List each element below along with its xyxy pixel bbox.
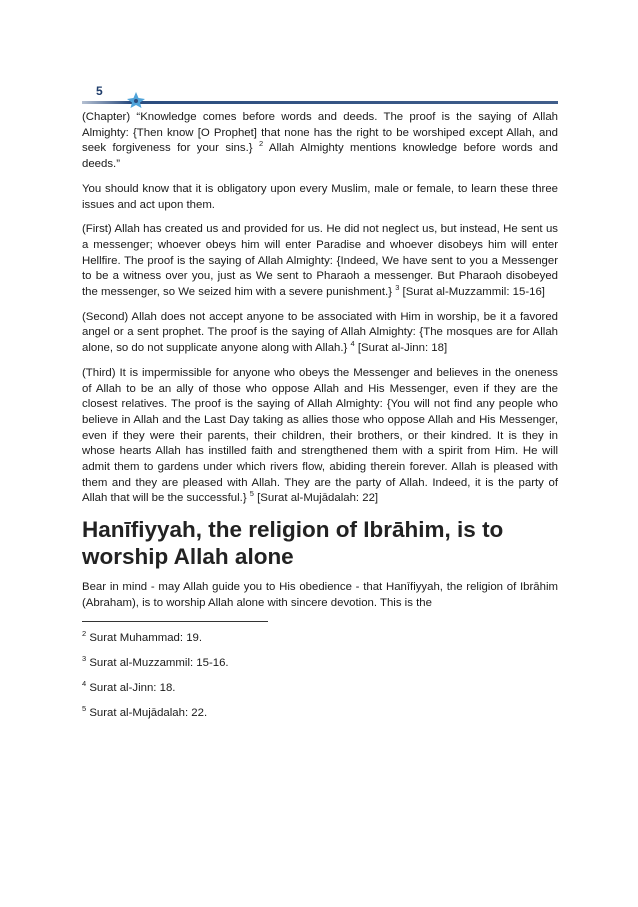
- page-body: [82, 110, 558, 732]
- paragraph-text: (Second) Allah does not accept anyone to be associated with Him in worship, be it a favored angel or a sent prophet. The proof is the saying of Allah Almighty: {The mosques are for Allah alone, so do not supplicate anyone along with Allah.}: [82, 310, 558, 355]
- footnote-text: Surat al-Mujādalah: 22.: [86, 706, 208, 719]
- footnote-3: [82, 653, 558, 670]
- footnote-separator: [82, 621, 268, 622]
- footnote-2: [82, 628, 558, 645]
- footnote-ref[interactable]: 5: [249, 489, 254, 499]
- footnote-text: Surat Muhammad: 19.: [86, 631, 203, 644]
- paragraph-text: (Third) It is impermissible for anyone who obeys the Messenger and believes in the oneness of Allah to be an ally of those who oppose Allah and His Messenger, even if they are the closest relatives. The proof is the saying of Allah Almighty: {You will not find any people who believe in Allah and the Last Day taking as allies those who oppose Allah and His Messenger, even if they were their parents, their children, their brothers, or their kindred. It is they in whose hearts Allah has instilled faith and strengthened them with a spirit from Him. He will admit them to gardens under which rivers flow, abiding therein forever. Allah is pleased with them and they are pleased with Allah. They are the party of Allah. Indeed, it is the party of Allah that will be the successful.}: [82, 366, 558, 505]
- paragraph-text: You should know that it is obligatory upon every Muslim, male or female, to learn these three issues and act upon them.: [82, 182, 558, 211]
- paragraph-text: Allah Almighty mentions knowledge before words and deeds.”: [82, 142, 558, 171]
- page-number: 5: [96, 84, 103, 98]
- paragraph-text: [Surat al-Mujādalah: 22]: [253, 492, 379, 505]
- page-header: [82, 84, 558, 108]
- star-ornament-icon: [127, 92, 145, 108]
- footnote-text: Surat al-Muzzammil: 15-16.: [86, 656, 229, 669]
- footnote-text: Surat al-Jinn: 18.: [86, 681, 176, 694]
- footnote-ref[interactable]: 3: [395, 283, 400, 293]
- footnote-5: [82, 703, 558, 720]
- footnote-ref[interactable]: 4: [350, 339, 355, 349]
- paragraph-hanifiyyah: [82, 580, 558, 611]
- paragraph-text: Bear in mind - may Allah guide you to His obedience - that Hanīfiyyah, the religion of Ibrāhim (Abraham), is to worship Allah alone with sincere devotion. This is the: [82, 581, 558, 609]
- paragraph-second: [82, 310, 558, 357]
- paragraph-first: [82, 222, 558, 301]
- paragraph-chapter: [82, 110, 558, 173]
- footnote-number: 3: [82, 653, 87, 663]
- paragraph-text: [Surat al-Muzzammil: 15-16]: [399, 286, 545, 299]
- footnote-number: 2: [82, 628, 87, 638]
- paragraph-obligation: [82, 182, 558, 213]
- paragraph-text: (First) Allah has created us and provided for us. He did not neglect us, but instead, He sent us a messenger; whoever obeys him will enter Paradise and whoever disobeys him will enter Hellfire. The proof is the saying of Allah Almighty: {Indeed, We have sent to you a Messenger to be a witness over you, just as We sent to Pharaoh a messenger. But Pharaoh disobeyed the messenger, so We seized him with a severe punishment.}: [82, 223, 558, 299]
- header-line: [82, 101, 558, 104]
- header-rule: [82, 92, 558, 108]
- paragraph-third: [82, 366, 558, 507]
- section-heading: Hanīfiyyah, the religion of Ibrāhim, is to worship Allah alone: [82, 517, 504, 570]
- paragraph-text: [Surat al-Jinn: 18]: [354, 342, 448, 355]
- footnote-ref[interactable]: 2: [258, 139, 264, 149]
- footnote-4: [82, 678, 558, 695]
- footnote-number: 5: [82, 703, 87, 713]
- paragraph-text: (Chapter) “Knowledge comes before words and deeds. The proof is the saying of Allah Almighty: {Then know [O Prophet] that none has the right to be worshiped except Allah, and seek forgiveness for your sins.}: [82, 111, 558, 155]
- footnote-number: 4: [82, 678, 87, 688]
